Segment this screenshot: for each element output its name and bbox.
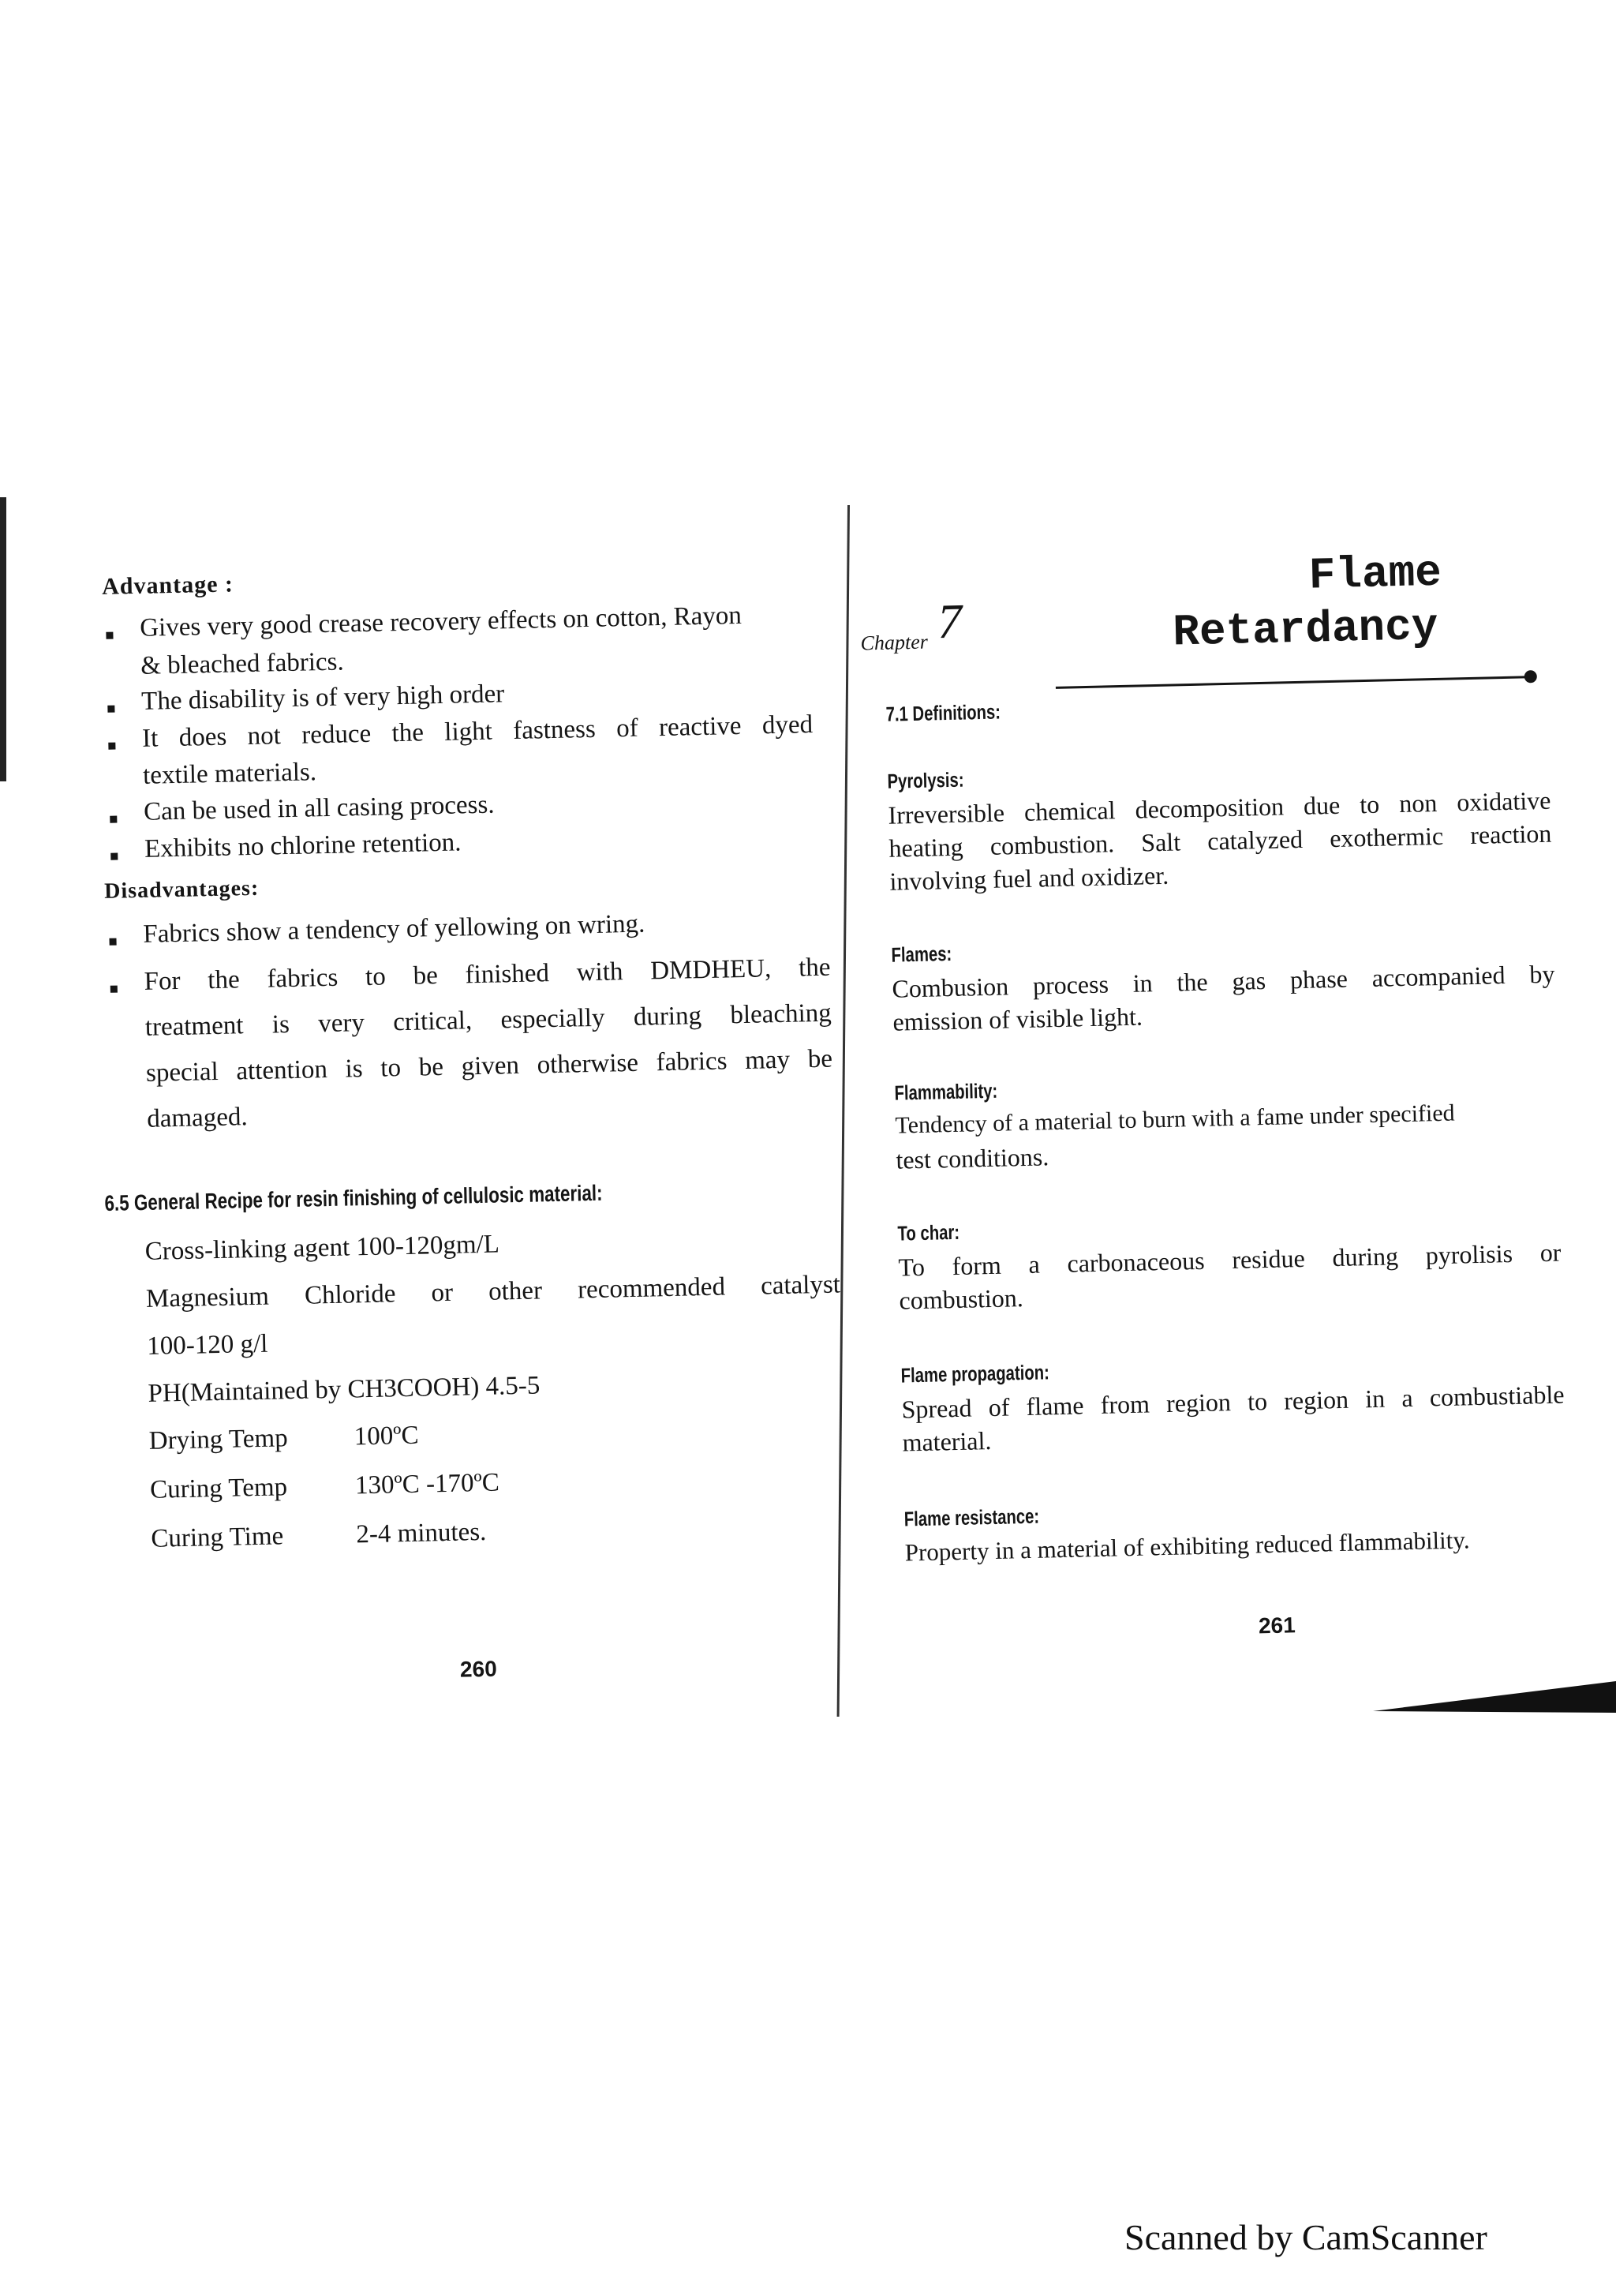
recipe-line: Cross-linking agent 100-120gm/L <box>144 1230 500 1266</box>
scanner-watermark: Scanned by CamScanner <box>1124 2217 1487 2257</box>
definition-term: Flame resistance: <box>903 1504 1040 1531</box>
right-page <box>827 0 1616 2296</box>
definition-term: Flammability: <box>894 1078 998 1105</box>
page-number-left: 260 <box>459 1656 498 1682</box>
bullet-icon <box>110 986 118 993</box>
bullet-icon <box>110 816 117 823</box>
chapter-title-line2: Retardancy <box>1172 601 1439 658</box>
disadvantage-heading: Disadvantages: <box>103 875 260 904</box>
bullet-icon <box>109 938 116 946</box>
definition-text: To form a carbonaceous residue during pyrolisis or <box>898 1238 1562 1282</box>
list-item: The disability is of very high order <box>140 680 505 716</box>
recipe-line: 100-120 g/l <box>146 1329 268 1361</box>
definition-text: Combusion process in the gas phase accompanied by <box>892 959 1555 1003</box>
definition-term: Pyrolysis: <box>887 767 964 793</box>
recipe-row-value: 130ºC -170ºC <box>354 1468 500 1500</box>
list-item: Can be used in all casing process. <box>143 790 495 826</box>
bullet-icon <box>107 706 114 713</box>
definition-term: To char: <box>897 1219 960 1245</box>
list-item: For the fabrics to be finished with DMDHEU, the <box>144 953 831 996</box>
recipe-row-value: 2-4 minutes. <box>356 1517 487 1549</box>
definition-text: involving fuel and oxidizer. <box>889 860 1169 896</box>
page-number-right: 261 <box>1258 1612 1296 1639</box>
bullet-icon <box>110 853 118 860</box>
definition-text: Tendency of a material to burn with a fame under specified <box>895 1099 1455 1139</box>
bullet-icon <box>108 743 115 750</box>
definition-term: Flames: <box>891 941 952 967</box>
recipe-row-label: Curing Time <box>151 1522 284 1553</box>
recipe-row-label: Drying Temp <box>148 1424 288 1455</box>
definition-term: Flame propagation: <box>900 1360 1050 1388</box>
list-item-continued: damaged. <box>146 1103 248 1133</box>
title-rule-dot <box>1524 670 1537 683</box>
list-item: Fabrics show a tendency of yellowing on wring. <box>143 909 645 949</box>
definition-text: test conditions. <box>896 1142 1049 1174</box>
definition-text: Spread of flame from region to region in a combustiable <box>901 1380 1565 1424</box>
list-item-continued: special attention is to be given otherwise fabrics may be <box>145 1044 833 1088</box>
chapter-label: Chapter <box>860 630 929 655</box>
list-item: Gives very good crease recovery effects on cotton, Rayon <box>139 601 743 642</box>
recipe-row-value: 100ºC <box>354 1421 419 1451</box>
recipe-line: PH(Maintained by CH3COOH) 4.5-5 <box>148 1371 541 1408</box>
definition-text: combustion. <box>899 1283 1024 1315</box>
recipe-row-label: Curing Temp <box>149 1473 288 1504</box>
recipe-heading: 6.5 General Recipe for resin finishing of cellulosic material: <box>104 1180 603 1215</box>
list-item: It does not reduce the light fastness of reactive dyed <box>141 710 814 753</box>
section-heading: 7.1 Definitions: <box>885 699 1001 726</box>
chapter-number: 7 <box>937 594 963 650</box>
list-item: Exhibits no chlorine retention. <box>144 828 462 863</box>
definition-text: material. <box>902 1426 992 1457</box>
list-item-continued: treatment is very critical, especially during bleaching <box>144 998 832 1042</box>
definition-text: Irreversible chemical decomposition due to non oxidative <box>888 785 1551 830</box>
chapter-title-line1: Flame <box>1308 547 1442 601</box>
definition-text: emission of visible light. <box>892 1002 1143 1036</box>
advantage-heading: Advantage : <box>101 571 234 600</box>
scan-shadow <box>1373 1681 1616 1713</box>
bullet-icon <box>106 632 113 639</box>
recipe-line: Magnesium Chloride or other recommended catalyst <box>145 1270 841 1313</box>
title-rule <box>1056 676 1529 689</box>
list-item-continued: & bleached fabrics. <box>140 647 345 680</box>
definition-text: heating combustion. Salt catalyzed exothermic reaction <box>888 818 1552 863</box>
definition-text: Property in a material of exhibiting reduced flammability. <box>904 1526 1470 1567</box>
list-item-continued: textile materials. <box>142 758 317 790</box>
